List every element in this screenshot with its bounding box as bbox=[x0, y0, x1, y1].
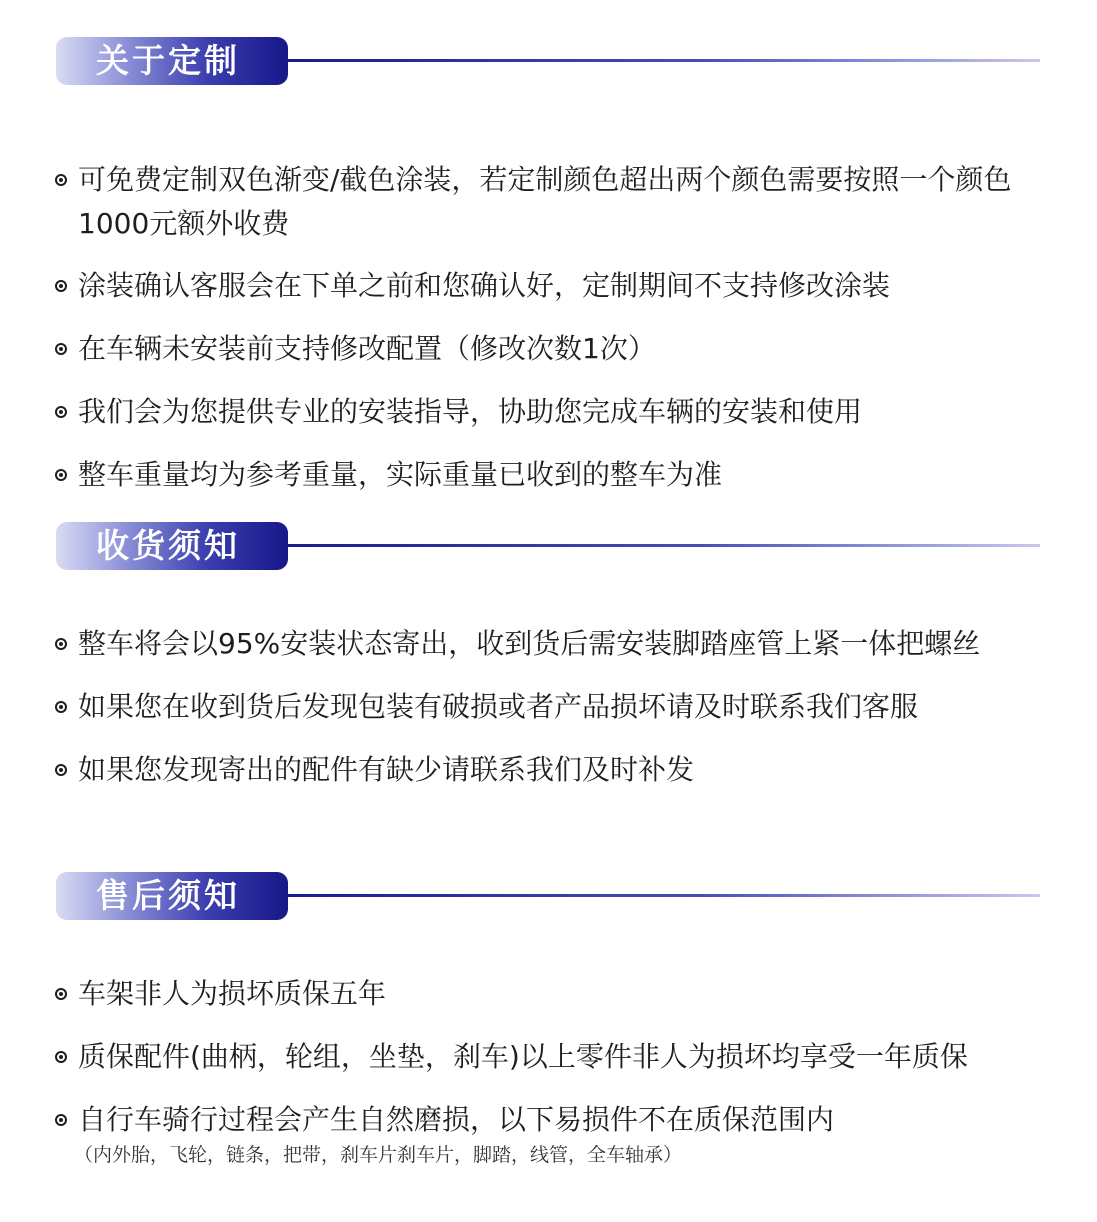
bullet-list bbox=[0, 972, 1097, 1168]
section-title: 关于定制 bbox=[56, 37, 288, 85]
bullet-list bbox=[0, 622, 1097, 792]
bullet-icon bbox=[55, 343, 67, 355]
list-item bbox=[0, 327, 1097, 371]
list-item bbox=[0, 390, 1097, 434]
bullet-icon bbox=[55, 280, 67, 292]
list-item bbox=[0, 622, 1097, 666]
list-item bbox=[0, 158, 1097, 246]
bullet-icon bbox=[55, 988, 67, 1000]
wear-parts-note: （内外胎，飞轮，链条，把带，刹车片刹车片，脚踏，线管，全车轴承） bbox=[74, 1144, 683, 1166]
title-divider-line bbox=[286, 59, 1040, 62]
section-title: 售后须知 bbox=[56, 872, 288, 920]
section-title: 收货须知 bbox=[56, 522, 288, 570]
bullet-icon bbox=[55, 174, 67, 186]
list-item-text: 涂装确认客服会在下单之前和您确认好，定制期间不支持修改涂装 bbox=[78, 269, 891, 302]
bullet-icon bbox=[55, 406, 67, 418]
title-divider-line bbox=[286, 544, 1040, 547]
list-item-text: 质保配件(曲柄，轮组，坐垫，刹车)以上零件非人为损坏均享受一年质保 bbox=[78, 1040, 968, 1073]
list-item-text: 如果您在收到货后发现包装有破损或者产品损坏请及时联系我们客服 bbox=[78, 690, 919, 723]
list-item bbox=[0, 1098, 1097, 1168]
section-customization bbox=[0, 37, 1097, 497]
bullet-icon bbox=[55, 1051, 67, 1063]
section-header bbox=[0, 522, 1097, 572]
bullet-icon bbox=[55, 701, 67, 713]
list-item bbox=[0, 453, 1097, 497]
title-divider-line bbox=[286, 894, 1040, 897]
list-item bbox=[0, 685, 1097, 729]
list-item-text: 整车重量均为参考重量，实际重量已收到的整车为准 bbox=[78, 458, 723, 491]
section-receiving bbox=[0, 522, 1097, 792]
list-item-text: 如果您发现寄出的配件有缺少请联系我们及时补发 bbox=[78, 753, 695, 786]
section-header bbox=[0, 872, 1097, 922]
list-item-text: 在车辆未安装前支持修改配置（修改次数1次） bbox=[78, 332, 656, 365]
bullet-icon bbox=[55, 1114, 67, 1126]
list-item-text: 我们会为您提供专业的安装指导，协助您完成车辆的安装和使用 bbox=[78, 395, 863, 428]
list-item bbox=[0, 972, 1097, 1016]
bullet-icon bbox=[55, 469, 67, 481]
list-item bbox=[0, 264, 1097, 308]
bullet-icon bbox=[55, 764, 67, 776]
list-item-text: 自行车骑行过程会产生自然磨损，以下易损件不在质保范围内 bbox=[78, 1103, 835, 1136]
list-item-text: 车架非人为损坏质保五年 bbox=[78, 977, 387, 1010]
list-item bbox=[0, 748, 1097, 792]
list-item bbox=[0, 1035, 1097, 1079]
section-after-sales bbox=[0, 872, 1097, 1168]
list-item-text: 整车将会以95%安装状态寄出，收到货后需安装脚踏座管上紧一体把螺丝 bbox=[78, 627, 981, 660]
section-header bbox=[0, 37, 1097, 87]
bullet-list bbox=[0, 158, 1097, 497]
list-item-text: 可免费定制双色渐变/截色涂装，若定制颜色超出两个颜色需要按照一个颜色1000元额外收费 bbox=[78, 163, 1012, 240]
bullet-icon bbox=[55, 638, 67, 650]
